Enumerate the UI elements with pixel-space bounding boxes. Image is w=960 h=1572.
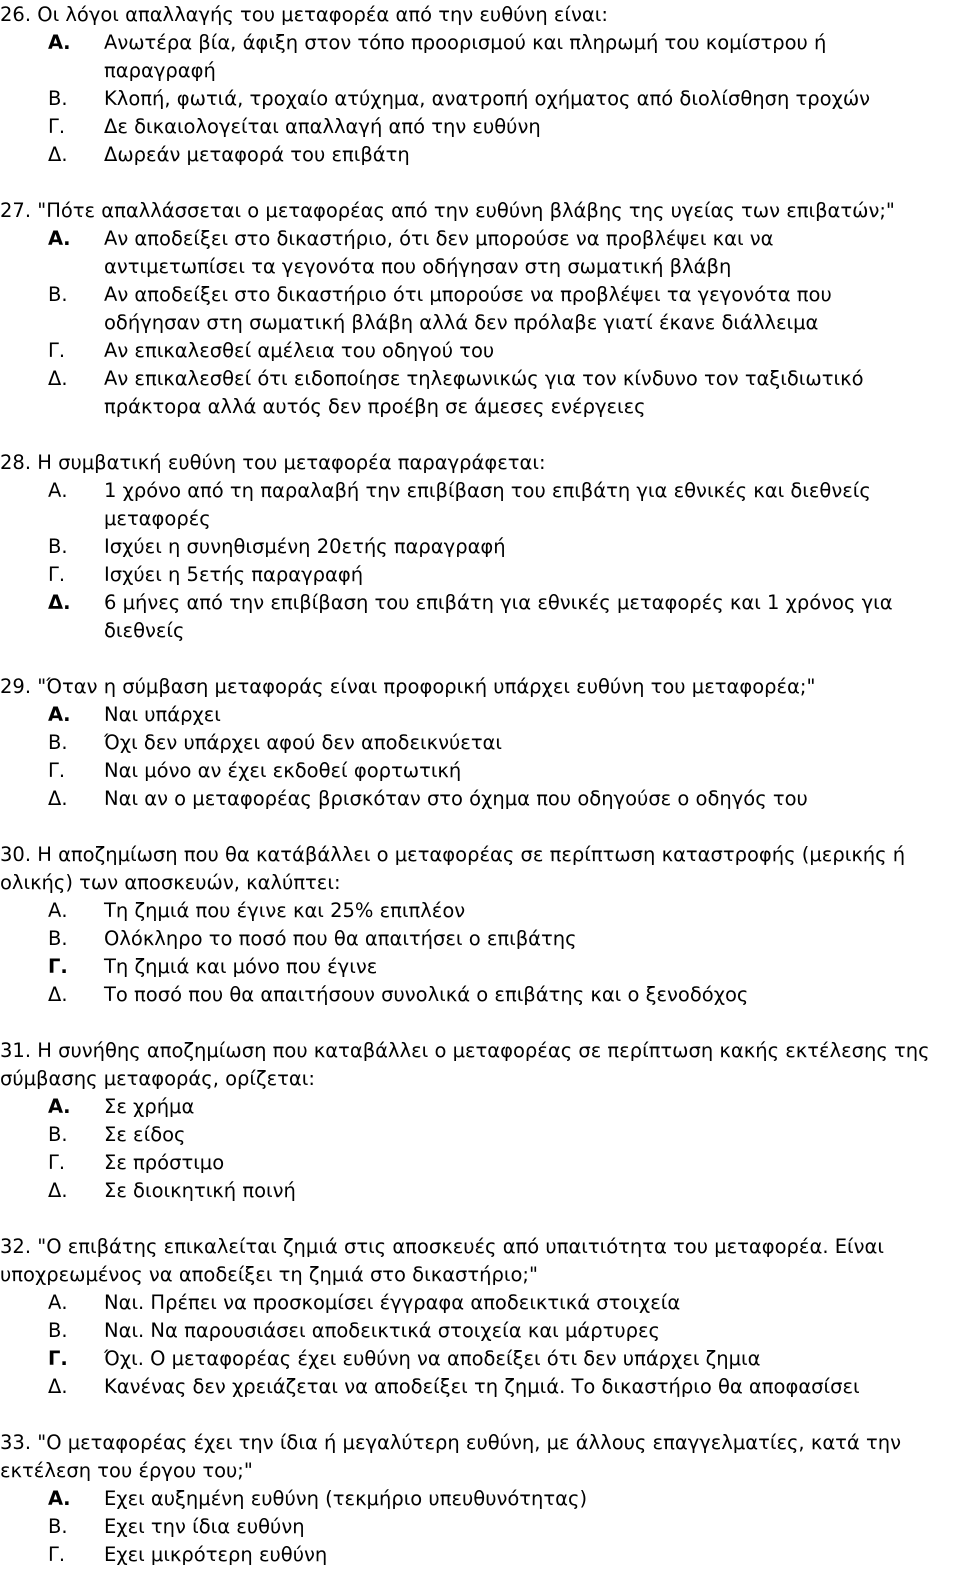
question-prompt: "Πότε απαλλάσσεται ο μεταφορέας από την ευθύνη βλάβης της υγείας των επιβατών;" xyxy=(37,199,895,222)
option-text: Ισχύει η συνηθισμένη 20ετής παραγραφή xyxy=(104,535,506,558)
answer-option xyxy=(0,757,960,785)
option-letter: Γ. xyxy=(48,955,68,978)
option-letter: Γ. xyxy=(48,1347,68,1370)
answer-option xyxy=(0,1317,960,1345)
answer-option xyxy=(0,897,960,925)
question-prompt: Η συμβατική ευθύνη του μεταφορέα παραγράφεται: xyxy=(37,451,546,474)
option-text: Όχι δεν υπάρχει αφού δεν αποδεικνύεται xyxy=(104,731,503,754)
question-28 xyxy=(0,449,960,645)
option-letter: Β. xyxy=(48,1515,68,1538)
option-letter: Δ. xyxy=(48,1375,68,1398)
option-text: Το ποσό που θα απαιτήσουν συνολικά ο επιβάτης και ο ξενοδόχος xyxy=(104,983,749,1006)
answer-option xyxy=(0,1149,960,1177)
option-text: Αν επικαλεσθεί ότι ειδοποίησε τηλεφωνικώς για τον κίνδυνο τον ταξιδιωτικό πράκτορα αλλά αυτός δεν προέβη σε άμεσες ενέργειες xyxy=(104,367,864,418)
question-prompt: Οι λόγοι απαλλαγής του μεταφορέα από την ευθύνη είναι: xyxy=(37,3,608,26)
question-29 xyxy=(0,673,960,813)
answer-option xyxy=(0,337,960,365)
answer-option xyxy=(0,1121,960,1149)
option-letter: Δ. xyxy=(48,143,68,166)
question-number: 29. xyxy=(0,675,32,698)
answer-option xyxy=(0,953,960,981)
option-letter: Β. xyxy=(48,927,68,950)
option-text: Σε χρήμα xyxy=(104,1095,195,1118)
option-text: Αν επικαλεσθεί αμέλεια του οδηγού του xyxy=(104,339,495,362)
option-letter: Α. xyxy=(48,1487,71,1510)
answer-option xyxy=(0,981,960,1009)
answer-option xyxy=(0,1513,960,1541)
question-31 xyxy=(0,1037,960,1205)
option-text: Εχει την ίδια ευθύνη xyxy=(104,1515,305,1538)
option-text: Αν αποδείξει στο δικαστήριο, ότι δεν μπορούσε να προβλέψει και να αντιμετωπίσει τα γεγονότα που οδήγησαν στη σωματική βλάβη xyxy=(104,227,774,278)
option-text: Εχει αυξημένη ευθύνη (τεκμήριο υπευθυνότητας) xyxy=(104,1487,588,1510)
option-text: Ναι αν ο μεταφορέας βρισκόταν στο όχημα που οδηγούσε ο οδηγός του xyxy=(104,787,808,810)
answer-option xyxy=(0,925,960,953)
answer-option xyxy=(0,1177,960,1205)
question-text xyxy=(0,197,960,225)
answer-option xyxy=(0,1345,960,1373)
answer-option xyxy=(0,113,960,141)
question-number: 27. xyxy=(0,199,32,222)
question-text xyxy=(0,841,945,897)
question-27 xyxy=(0,197,960,421)
option-text: Όχι. Ο μεταφορέας έχει ευθύνη να αποδείξει ότι δεν υπάρχει ζημια xyxy=(104,1347,761,1370)
question-26 xyxy=(0,1,960,169)
answer-option xyxy=(0,701,960,729)
option-letter: Γ. xyxy=(48,1543,66,1566)
option-text: Δωρεάν μεταφορά του επιβάτη xyxy=(104,143,410,166)
answer-option xyxy=(0,29,960,85)
option-text: Σε διοικητική ποινή xyxy=(104,1179,296,1202)
answer-option xyxy=(0,533,960,561)
option-letter: Β. xyxy=(48,1319,68,1342)
option-letter: Β. xyxy=(48,1123,68,1146)
option-letter: Β. xyxy=(48,87,68,110)
answer-option xyxy=(0,729,960,757)
question-text xyxy=(0,1233,920,1289)
answer-option xyxy=(0,589,960,645)
option-letter: Α. xyxy=(48,479,68,502)
answer-option xyxy=(0,1289,960,1317)
answer-option xyxy=(0,785,960,813)
question-number: 28. xyxy=(0,451,32,474)
question-number: 33. xyxy=(0,1431,32,1454)
option-text: Κλοπή, φωτιά, τροχαίο ατύχημα, ανατροπή οχήματος από διολίσθηση τροχών xyxy=(104,87,871,110)
option-text: 6 μήνες από την επιβίβαση του επιβάτη για εθνικές μεταφορές και 1 χρόνος για διεθνείς xyxy=(104,591,893,642)
option-letter: Α. xyxy=(48,1095,71,1118)
question-prompt: Η συνήθης αποζημίωση που καταβάλλει ο μεταφορέας σε περίπτωση κακής εκτέλεσης της σύμβασης μεταφοράς, ορίζεται: xyxy=(0,1039,930,1090)
option-letter: Δ. xyxy=(48,787,68,810)
option-text: Ναι. Να παρουσιάσει αποδεικτικά στοιχεία και μάρτυρες xyxy=(104,1319,660,1342)
option-text: Ναι. Πρέπει να προσκομίσει έγγραφα αποδεικτικά στοιχεία xyxy=(104,1291,681,1314)
option-letter: Β. xyxy=(48,283,68,306)
option-text: Τη ζημιά και μόνο που έγινε xyxy=(104,955,378,978)
option-letter: Δ. xyxy=(48,983,68,1006)
question-32 xyxy=(0,1233,960,1401)
question-prompt: "Ο μεταφορέας έχει την ίδια ή μεγαλύτερη ευθύνη, με άλλους επαγγελματίες, κατά την εκτέλεση του έργου του;" xyxy=(0,1431,901,1482)
option-letter: Α. xyxy=(48,899,68,922)
question-prompt: Η αποζημίωση που θα κατάβάλλει ο μεταφορέας σε περίπτωση καταστροφής (μερικής ή ολικής) των αποσκευών, καλύπτει: xyxy=(0,843,906,894)
question-prompt: "Όταν η σύμβαση μεταφοράς είναι προφορική υπάρχει ευθύνη του μεταφορέα;" xyxy=(37,675,816,698)
option-text: Ισχύει η 5ετής παραγραφή xyxy=(104,563,364,586)
option-letter: Γ. xyxy=(48,339,66,362)
option-text: Εχει μικρότερη ευθύνη xyxy=(104,1543,328,1566)
option-letter: Β. xyxy=(48,535,68,558)
question-number: 32. xyxy=(0,1235,32,1258)
question-text xyxy=(0,673,960,701)
answer-option xyxy=(0,365,960,421)
option-text: Ναι υπάρχει xyxy=(104,703,221,726)
question-text xyxy=(0,1,960,29)
option-text: 1 χρόνο από τη παραλαβή την επιβίβαση του επιβάτη για εθνικές και διεθνείς μεταφορές xyxy=(104,479,871,530)
question-33 xyxy=(0,1429,960,1569)
option-letter: Γ. xyxy=(48,563,66,586)
option-letter: Β. xyxy=(48,731,68,754)
answer-option xyxy=(0,561,960,589)
option-text: Σε είδος xyxy=(104,1123,186,1146)
option-letter: Δ. xyxy=(48,367,68,390)
question-number: 30. xyxy=(0,843,32,866)
question-text xyxy=(0,1037,960,1093)
option-letter: Δ. xyxy=(48,1179,68,1202)
option-letter: Α. xyxy=(48,227,71,250)
option-text: Ναι μόνο αν έχει εκδοθεί φορτωτική xyxy=(104,759,462,782)
option-letter: Α. xyxy=(48,1291,68,1314)
question-text xyxy=(0,449,960,477)
option-text: Κανένας δεν χρειάζεται να αποδείξει τη ζημιά. Το δικαστήριο θα αποφασίσει xyxy=(104,1375,860,1398)
option-letter: Α. xyxy=(48,31,71,54)
answer-option xyxy=(0,1485,960,1513)
option-text: Τη ζημιά που έγινε και 25% επιπλέον xyxy=(104,899,466,922)
answer-option xyxy=(0,85,960,113)
question-prompt: "Ο επιβάτης επικαλείται ζημιά στις αποσκευές από υπαιτιότητα του μεταφορέα. Είναι υποχρεωμένος να αποδείξει τη ζημιά στο δικαστήριο;" xyxy=(0,1235,884,1286)
option-text: Αν αποδείξει στο δικαστήριο ότι μπορούσε να προβλέψει τα γεγονότα που οδήγησαν στη σωματική βλάβη αλλά δεν πρόλαβε γιατί έκανε διάλλειμα xyxy=(104,283,832,334)
option-letter: Γ. xyxy=(48,115,66,138)
option-text: Δε δικαιολογείται απαλλαγή από την ευθύνη xyxy=(104,115,541,138)
question-30 xyxy=(0,841,960,1009)
option-letter: Γ. xyxy=(48,1151,66,1174)
option-text: Σε πρόστιμο xyxy=(104,1151,225,1174)
question-number: 31. xyxy=(0,1039,32,1062)
answer-option xyxy=(0,477,960,533)
answer-option xyxy=(0,281,960,337)
option-text: Ολόκληρο το ποσό που θα απαιτήσει ο επιβάτης xyxy=(104,927,577,950)
option-letter: Α. xyxy=(48,703,71,726)
question-number: 26. xyxy=(0,3,32,26)
answer-option xyxy=(0,1541,960,1569)
question-text xyxy=(0,1429,935,1485)
answer-option xyxy=(0,1373,960,1401)
answer-option xyxy=(0,225,960,281)
answer-option xyxy=(0,141,960,169)
option-letter: Γ. xyxy=(48,759,66,782)
answer-option xyxy=(0,1093,960,1121)
option-text: Ανωτέρα βία, άφιξη στον τόπο προορισμού και πληρωμή του κομίστρου ή παραγραφή xyxy=(104,31,827,82)
option-letter: Δ. xyxy=(48,591,71,614)
